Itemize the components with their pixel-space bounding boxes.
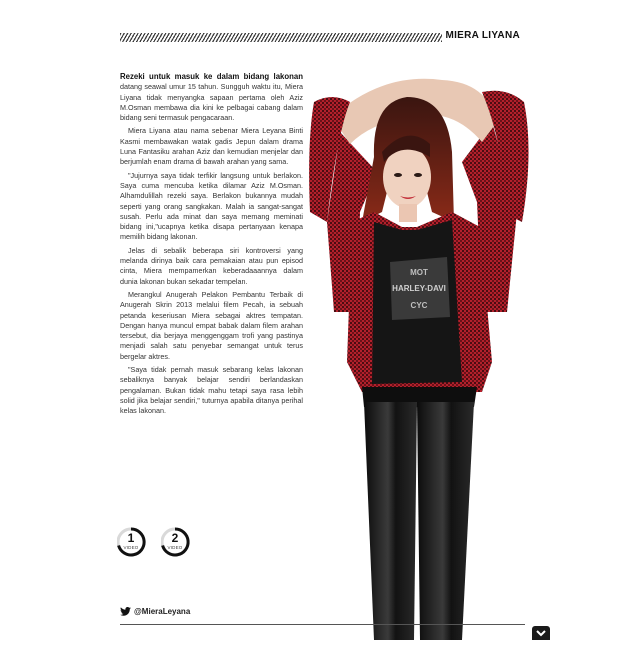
paragraph-2: "Jujurnya saya tidak terfikir langsung untuk berlakon. Saya cuma mencuba ketika dilamar Aziz M.Osman. Alhamdulillah rezeki saya. Berlakon bukannya mudah seperti yang orang sangkakan. Malah ia sangat-sangat susah. Perlu ada minat dan saya memang meminati bidang ini,"ucapnya ketika disapa pertanyaan kenapa memilih bidang lakonan. — [120, 170, 303, 242]
video-2-number: 2 — [171, 531, 179, 545]
bottom-rule — [120, 624, 525, 625]
paragraph-3: Jelas di sebalik beberapa siri kontroversi yang melanda dirinya baik cara pemakaian atau pun episod cinta, Miera mempamerkan keberadaaannya dalam dunia lakonan bukan sekadar tempelan. — [120, 245, 303, 286]
right-eye — [414, 173, 422, 177]
twitter-bird-icon — [120, 607, 131, 616]
lead-rest-text: datang seawal umur 15 tahun. Sungguh waktu itu, Miera Liyana tidak menyangka sapaan pertama oleh Aziz M.Osman membawa dia kini ke pelbagai cabang dalam bidang seni termasuk pengacaraan. — [120, 82, 303, 123]
article-body — [120, 72, 303, 420]
paragraph-5: "Saya tidak pernah masuk sebarang kelas lakonan sebaliknya banyak belajar sendiri berlandaskan pengalaman. Bukan tidak mahu tetapi saya rasa lebih solid jika belajar sendiri," tuturnya apabila ditanya perihal kelas lakonan. — [120, 365, 303, 416]
twitter-handle-link[interactable] — [120, 607, 190, 616]
left-eye — [394, 173, 402, 177]
lead-bold-text: Rezeki untuk masuk ke dalam bidang lakonan — [120, 72, 303, 81]
paragraph-4: Merangkul Anugerah Pelakon Pembantu Terbaik di Anugerah Skrin 2013 melalui filem Pecah, ia sebuah petanda keseriusan Miera sebagai aktres tempatan. Dengan hanya muncul empat babak dalam filem arahan tersebut, dia berjaya menggenggam trofi yang pastinya menjadi salah satu penyebar semangat untuk terus bergelar aktres. — [120, 289, 303, 361]
cover-photo — [302, 62, 532, 640]
section-header — [120, 30, 525, 44]
shirt-text-middle: HARLEY-DAVI — [392, 284, 446, 293]
section-name: MIERA LIYANA — [445, 30, 520, 41]
chevron-down-icon — [532, 626, 550, 640]
lead-paragraph — [120, 72, 303, 123]
video-buttons — [117, 526, 193, 558]
neck — [399, 204, 417, 222]
video-1-number: 1 — [127, 531, 135, 545]
shirt-text-bottom: CYC — [410, 301, 428, 310]
hatched-rule — [120, 33, 442, 42]
video-2-label: VIDEO — [167, 545, 183, 550]
video-1-label: VIDEO — [123, 545, 139, 550]
paragraph-1: Miera Liyana atau nama sebenar Miera Leyana Binti Kasmi membawakan watak gadis Jepun dalam drama Luna Fantasiku arahan Aziz dan kemudian menjelar dan berjumlah enam drama di bawah arahan yang sama. — [120, 126, 303, 167]
left-leg — [364, 402, 417, 640]
next-page-button[interactable] — [532, 626, 550, 640]
right-leg — [417, 402, 474, 640]
video-2-button[interactable] — [161, 526, 193, 558]
harley-logo — [390, 257, 450, 320]
video-1-button[interactable] — [117, 526, 149, 558]
twitter-handle-text: @MieraLeyana — [134, 607, 191, 616]
shirt-text-top: MOT — [410, 268, 428, 277]
